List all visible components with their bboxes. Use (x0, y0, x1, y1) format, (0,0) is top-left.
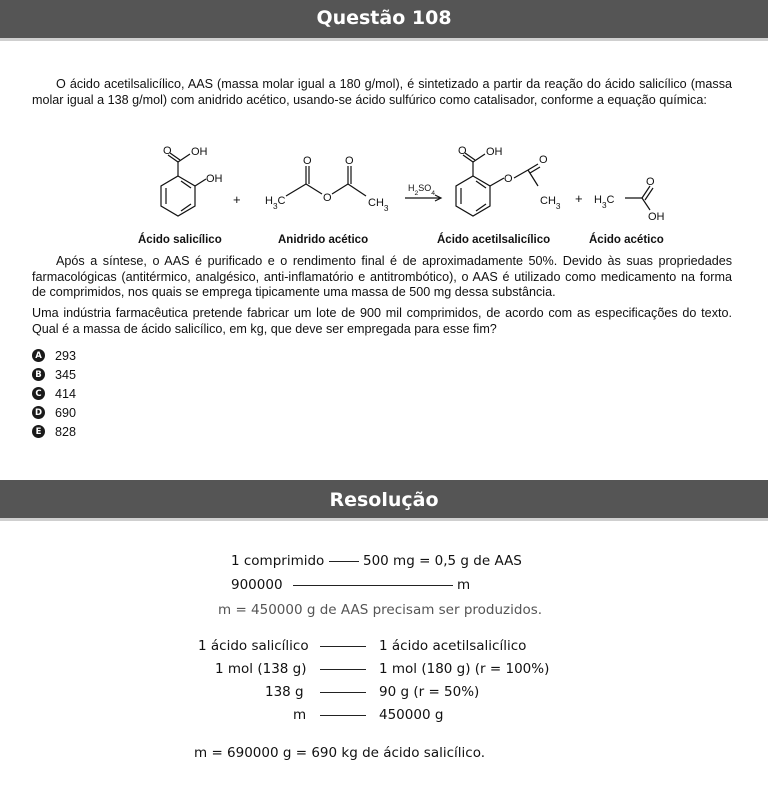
option-letter-badge: D (32, 406, 45, 419)
resolution-line-2-left: 900000 (231, 577, 283, 593)
proportion-dash (320, 646, 366, 647)
atom-oh-label: OH (206, 173, 223, 185)
option-letter-badge: B (32, 368, 45, 381)
resolution-result-aas: m = 450000 g de AAS precisam ser produzidos. (218, 602, 543, 618)
atom-o-label: O (345, 155, 354, 167)
catalyst-label: $H_2SO_4$ (408, 183, 436, 197)
answer-options (32, 346, 76, 441)
compound-name: Ácido salicílico (138, 234, 222, 246)
question-paragraph-2: Após a síntese, o AAS é purificado e o rendimento final é de aproximadamente 50%. Devido às suas propriedades farmacológicas (antitérmico, analgésico, anti-inflamatório e antitrombótico), o AAS é utilizado como medicamento na forma de comprimidos, nos quais se emprega tipicamente uma massa de 500 mg dessa substância. (32, 254, 732, 300)
compound-name: Ácido acetilsalicílico (437, 234, 551, 246)
stoich-row-3-right: 90 g (r = 50%) (379, 684, 480, 700)
atom-o-label: O (323, 192, 332, 204)
atom-ch3-label: $CH_3$ (368, 197, 389, 213)
option-letter-badge: C (32, 387, 45, 400)
compound-name: Anidrido acético (278, 234, 369, 246)
resolution-line-1-right: 500 mg = 0,5 g de AAS (363, 553, 522, 569)
atom-oh-label: OH (486, 146, 503, 158)
option-letter-badge: E (32, 425, 45, 438)
proportion-dash (320, 669, 366, 670)
option-c[interactable] (32, 384, 76, 403)
atom-o-label: O (646, 176, 655, 188)
atom-o-label: O (303, 155, 312, 167)
option-letter-badge: A (32, 349, 45, 362)
option-b[interactable] (32, 365, 76, 384)
plus-sign: + (233, 192, 241, 207)
atom-oh-label: OH (191, 146, 208, 158)
stoich-row-3-left: 138 g (265, 684, 304, 700)
atom-o-label: O (504, 173, 513, 185)
atom-o-label: O (163, 145, 172, 157)
question-paragraph-1: O ácido acetilsalicílico, AAS (massa molar igual a 180 g/mol), é sintetizado a partir da reação do ácido salicílico (massa molar igual a 138 g/mol) com anidrido acético, usando-se ácido sulfúrico como catalisador, conforme a equação química: (32, 77, 732, 107)
proportion-dash (320, 692, 366, 693)
atom-h3c-label: $H_3C$ (594, 194, 615, 210)
stoich-row-4-left: m (293, 707, 307, 723)
stoich-row-1-right: 1 ácido acetilsalicílico (379, 638, 527, 654)
resolution-divider (0, 518, 768, 521)
option-e[interactable] (32, 422, 76, 441)
atom-h3c-label: $H_3C$ (265, 195, 286, 211)
header-divider (0, 38, 768, 41)
proportion-dash (329, 561, 359, 562)
atom-ch3-label: $CH_3$ (540, 195, 561, 211)
proportion-dash (320, 715, 366, 716)
option-value: 293 (55, 348, 77, 363)
resolution-line-2-right: m (457, 577, 471, 593)
compound-name: Ácido acético (589, 234, 664, 246)
question-paragraph-3: Uma indústria farmacêutica pretende fabricar um lote de 900 mil comprimidos, de acordo com as especificações do texto. Qual é a massa de ácido salicílico, em kg, que deve ser empregada para esse fim? (32, 306, 732, 336)
stoich-row-2-right: 1 mol (180 g) (r = 100%) (379, 661, 550, 677)
plus-sign: + (575, 191, 583, 206)
option-value: 345 (55, 367, 77, 382)
final-answer: m = 690000 g = 690 kg de ácido salicílico. (194, 745, 486, 761)
proportion-dash (293, 585, 453, 586)
resolution-line-1-left: 1 comprimido (231, 553, 325, 569)
stoich-row-2-left: 1 mol (138 g) (215, 661, 307, 677)
question-header: Questão 108 (0, 0, 768, 38)
option-value: 414 (55, 386, 77, 401)
option-a[interactable] (32, 346, 76, 365)
option-value: 690 (55, 405, 77, 420)
atom-oh-label: OH (648, 211, 665, 223)
stoich-row-4-right: 450000 g (379, 707, 444, 723)
option-value: 828 (55, 424, 77, 439)
atom-o-label: O (539, 154, 548, 166)
resolution-header: Resolução (0, 480, 768, 518)
atom-o-label: O (458, 145, 467, 157)
stoich-row-1-left: 1 ácido salicílico (198, 638, 309, 654)
option-d[interactable] (32, 403, 76, 422)
reaction-scheme (130, 138, 690, 250)
